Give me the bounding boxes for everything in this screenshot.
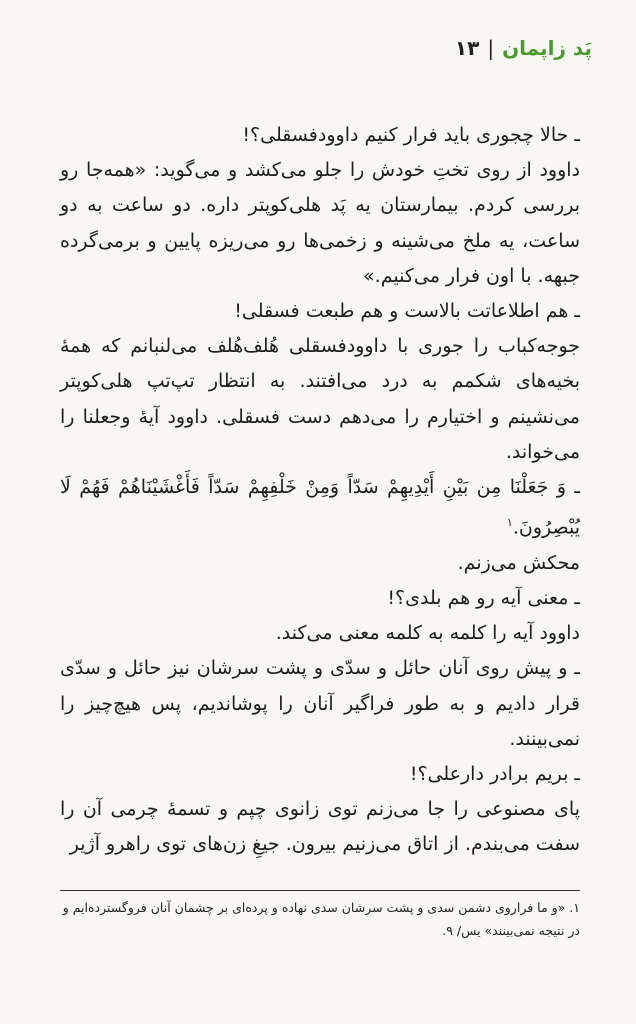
paragraph: داوود آیه را کلمه به کلمه معنی می‌کند. — [275, 622, 580, 645]
paragraph: ـ معنی آیه رو هم بلدی؟! — [387, 586, 580, 609]
paragraph: جوجه‌کباب را جوری با داوودفسقلی هُلف‌هُلف می‌لنبانم که همهٔ بخیه‌های شکمم به درد می‌افتند. به انتظار تپ‌تپ هلی‌کوپتر می‌نشینم و اختیارم را می‌دهم دست فسقلی. داوود آیهٔ وجعلنا را می‌خواند. — [60, 335, 580, 463]
page-number: ۱۳ — [454, 36, 480, 60]
paragraph: پای مصنوعی را جا می‌زنم توی زانوی چپم و تسمهٔ چرمی آن را سفت می‌بندم. از اتاق می‌زنیم بیرون. جیغِ زن‌های توی راهرو آژیر — [60, 798, 580, 856]
footnote: ۱. «و ما فراروی دشمن سدی و پشت سرشان سدی نهاده و پرده‌ای بر چشمان آنان فروگسترده‌ایم و در نتیجه نمی‌بینند» یس/ ۹. — [62, 900, 580, 938]
paragraph: ـ حالا چجوری باید فرار کنیم داوودفسقلی؟! — [242, 124, 580, 146]
paragraph: داوود از روی تختِ خودش را جلو می‌کشد و می‌گوید: «همه‌جا رو بررسی کردم. بیمارستان یه پَد هلی‌کوپتر داره. دو ساعت به دو ساعت، یه ملخ می‌شینه و زخمی‌ها رو می‌ریزه پایین و برمی‌گرده جبهه. با اون فرار می‌کنیم.» — [60, 159, 580, 287]
header-separator: | — [487, 36, 495, 60]
running-header — [455, 36, 592, 60]
paragraph: ـ هم اطلاعاتت بالاست و هم طبعت فسقلی! — [234, 300, 580, 323]
footnote-marker: ۱ — [506, 516, 513, 530]
body-text — [60, 118, 580, 863]
paragraph: ـ و پیش روی آنان حائل و سدّی و پشت سرشان نیز حائل و سدّی قرار دادیم و به طور فراگیر آنان را پوشاندیم، پس هیچ‌چیز را نمی‌بینند. — [60, 657, 580, 750]
verse-text: ـ وَ جَعَلْنَا مِن بَيْنِ أَيْدِيهِمْ سَدّاً وَمِنْ خَلْفِهِمْ سَدّاً فَأَغْشَيْنَاهُمْ فَهُمْ لَا يُبْصِرُونَ. — [60, 476, 580, 539]
paragraph: محکش می‌زنم. — [457, 551, 580, 574]
book-title: پَد زاپمان — [502, 36, 592, 60]
quran-verse — [60, 470, 580, 546]
footnote-divider — [60, 890, 580, 891]
paragraph: ـ بریم برادر دارعلی؟! — [409, 762, 580, 785]
